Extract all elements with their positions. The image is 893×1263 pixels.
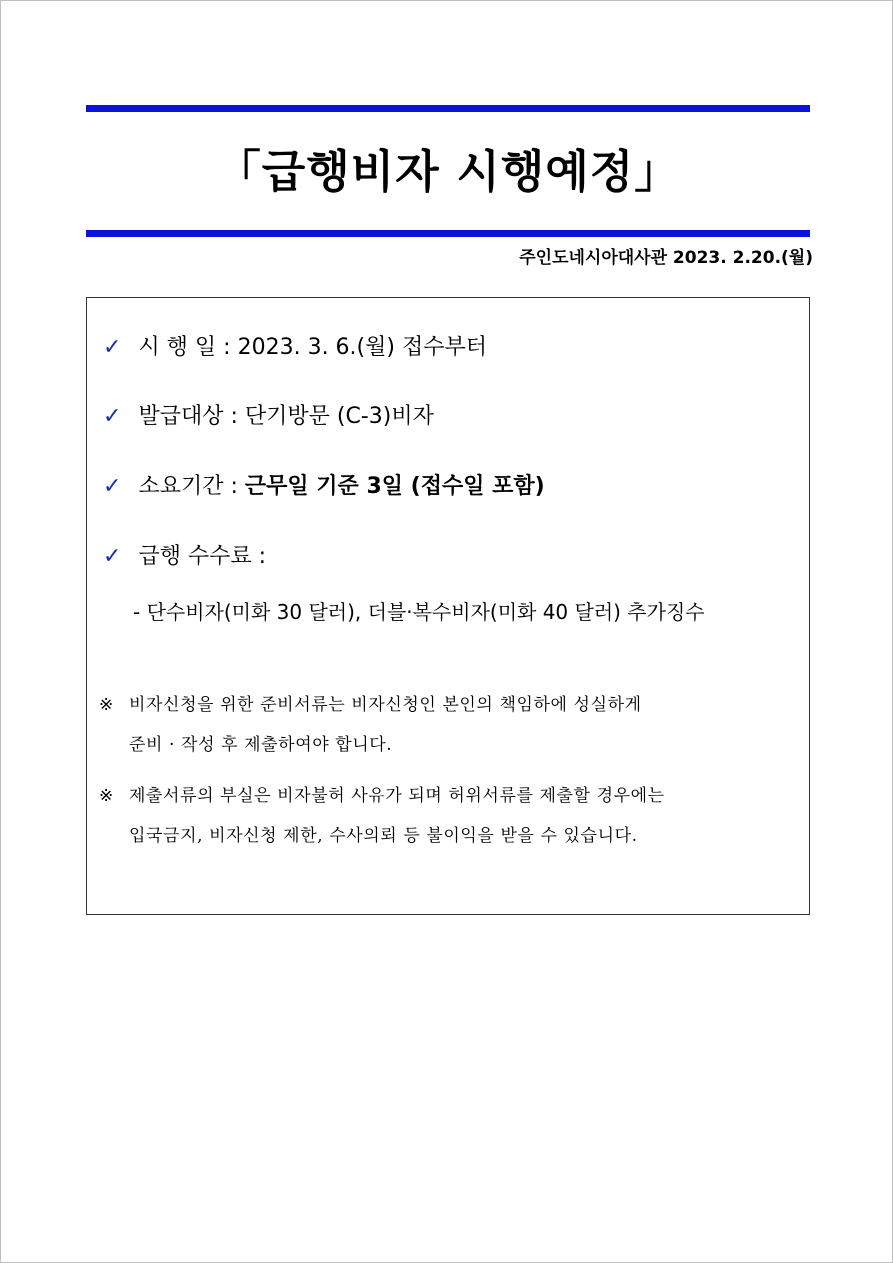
note-line: 제출서류의 부실은 비자불허 사유가 되며 허위서류를 제출할 경우에는 (129, 786, 665, 806)
issuer-date: 주인도네시아대사관 2023. 2.20.(월) (519, 248, 813, 268)
info-label: 급행 수수료 : (138, 544, 267, 569)
note-line: 입국금지, 비자신청 제한, 수사의뢰 등 불이익을 받을 수 있습니다. (129, 826, 638, 846)
info-item-duration (103, 472, 545, 502)
info-item-target (103, 402, 434, 432)
info-value: 단기방문 (C-3)비자 (244, 404, 434, 429)
info-item-fee (103, 542, 266, 572)
info-item-start-date (103, 333, 487, 363)
title-rule-top (86, 105, 810, 112)
title-rule-bottom (86, 230, 810, 237)
checkmark-icon: ✓ (103, 404, 122, 429)
checkmark-icon: ✓ (103, 335, 122, 360)
note-warning (99, 776, 804, 856)
fee-detail: - 단수비자(미화 30 달러), 더블·복수비자(미화 40 달러) 추가징수 (133, 600, 705, 624)
info-label: 소요기간 : (138, 474, 238, 499)
note-line: 준비 · 작성 후 제출하여야 합니다. (129, 735, 393, 755)
info-label: 발급대상 : (138, 404, 238, 429)
reference-mark: ※ (99, 695, 114, 715)
checkmark-icon: ✓ (103, 544, 122, 569)
note-documents (99, 685, 804, 765)
info-value: 2023. 3. 6.(월) 접수부터 (237, 335, 487, 360)
info-box (86, 297, 810, 915)
checkmark-icon: ✓ (103, 474, 122, 499)
info-label: 시 행 일 : (138, 335, 231, 360)
reference-mark: ※ (99, 786, 114, 806)
info-value: 근무일 기준 3일 (접수일 포함) (244, 474, 545, 499)
page-title: 「급행비자 시행예정」 (215, 145, 681, 198)
note-line: 비자신청을 위한 준비서류는 비자신청인 본인의 책임하에 성실하게 (129, 695, 642, 715)
